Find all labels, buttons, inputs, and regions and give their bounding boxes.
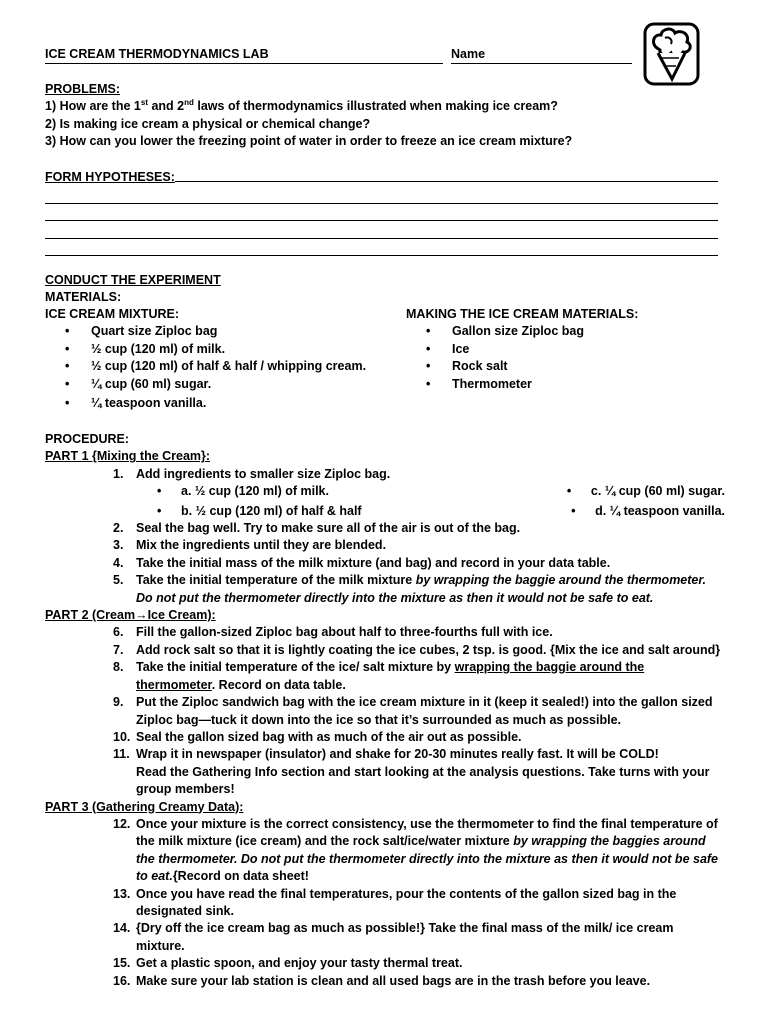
list-item: • ½ cup (120 ml) of half & half / whipping cream. xyxy=(45,358,366,375)
step: 10. Seal the gallon sized bag with as much of the air out as possible. xyxy=(113,729,522,744)
list-item: • Quart size Ziploc bag xyxy=(45,323,366,340)
making-heading: MAKING THE ICE CREAM MATERIALS: xyxy=(406,307,639,321)
hypothesis-line[interactable] xyxy=(45,239,718,256)
mixture-list xyxy=(45,306,366,412)
name-label: Name xyxy=(451,47,486,61)
mixture-heading: ICE CREAM MIXTURE: xyxy=(45,307,180,321)
step: 5. Take the initial temperature of the milk mixture by wrapping the baggie around the thermometer. Do not put the thermometer directly into the mixture as then it would not be safe to eat. xyxy=(113,573,707,605)
problem-3: 3) How can you lower the freezing point of water in order to freeze an ice cream mixture? xyxy=(45,134,573,149)
step: 15. Get a plastic spoon, and enjoy your tasty thermal treat. xyxy=(113,956,463,971)
ice-cream-cone-icon xyxy=(643,22,700,86)
list-item: • Thermometer xyxy=(406,376,638,393)
problems-section xyxy=(45,81,572,151)
step: 1. Add ingredients to smaller size Ziploc bag. xyxy=(113,466,391,481)
experiment-heading: CONDUCT THE EXPERIMENT xyxy=(45,273,221,287)
hypotheses-label: FORM HYPOTHESES: xyxy=(45,170,175,184)
part-3-heading: PART 3 (Gathering Creamy Data): xyxy=(45,799,244,814)
list-item: • Ice xyxy=(406,341,638,358)
step-sub-items: • b. ½ cup (120 ml) of half & half • d. ¼ teaspoon vanilla. xyxy=(45,503,725,520)
list-item: • ½ cup (120 ml) of milk. xyxy=(45,341,366,358)
part-2-heading: PART 2 (Cream→Ice Cream): xyxy=(45,608,216,623)
procedure-section xyxy=(45,431,725,990)
procedure-heading: PROCEDURE: xyxy=(45,432,130,446)
step: 11. Wrap it in newspaper (insulator) and shake for 20-30 minutes really fast. It will be COLD! Read the Gathering Info section and start looking at the analysis questions. Take turns with your group members! xyxy=(113,747,710,797)
step: 2. Seal the bag well. Try to make sure all of the air is out of the bag. xyxy=(113,521,521,536)
hypothesis-line[interactable] xyxy=(45,221,718,238)
step: 12. Once your mixture is the correct consistency, use the thermometer to find the final temperature of the milk mixture (ice cream) and the rock salt/ice/water mixture by wrapping the baggies around the thermometer. Do not put the thermometer directly into the mixture as then it would not be safe to eat.{Record on data sheet! xyxy=(113,816,719,884)
list-item: • Gallon size Ziploc bag xyxy=(406,323,638,340)
step: 3. Mix the ingredients until they are blended. xyxy=(113,538,387,553)
hypothesis-line[interactable] xyxy=(175,169,718,182)
making-list xyxy=(406,306,638,393)
hypothesis-line[interactable] xyxy=(45,204,718,221)
hypotheses-section[interactable] xyxy=(45,169,718,256)
step: 16. Make sure your lab station is clean and all used bags are in the trash before you leave. xyxy=(113,973,651,988)
step: 7. Add rock salt so that it is lightly coating the ice cubes, 2 tsp. is good. {Mix the ice and salt around} xyxy=(113,642,721,657)
materials-heading: MATERIALS: xyxy=(45,290,122,304)
hypothesis-line[interactable] xyxy=(45,186,718,203)
step: 9. Put the Ziploc sandwich bag with the ice cream mixture in it (keep it sealed!) into the gallon sized Ziploc bag—tuck it down into the ice so that it’s surrounded as much as possible. xyxy=(113,695,713,727)
step: 6. Fill the gallon-sized Ziploc bag about half to three-fourths full with ice. xyxy=(113,625,553,640)
step: 4. Take the initial mass of the milk mixture (and bag) and record in your data table. xyxy=(113,555,611,570)
list-item: • ¼ cup (60 ml) sugar. xyxy=(45,376,366,393)
list-item: • ¼ teaspoon vanilla. xyxy=(45,395,366,412)
problems-heading: PROBLEMS: xyxy=(45,82,120,96)
problem-2: 2) Is making ice cream a physical or chemical change? xyxy=(45,116,371,131)
name-field[interactable] xyxy=(451,46,632,64)
step-sub-items: • a. ½ cup (120 ml) of milk. • c. ¼ cup (60 ml) sugar. xyxy=(45,483,725,500)
step: 13. Once you have read the final temperatures, pour the contents of the gallon sized bag in the designated sink. xyxy=(113,886,677,918)
lab-title: ICE CREAM THERMODYNAMICS LAB xyxy=(45,46,443,64)
part-1-heading: PART 1 {Mixing the Cream}: xyxy=(45,449,211,464)
list-item: • Rock salt xyxy=(406,358,638,375)
step: 14. {Dry off the ice cream bag as much as possible!} Take the final mass of the milk/ ice cream mixture. xyxy=(113,921,674,953)
problem-1: 1) How are the 1st and 2nd laws of thermodynamics illustrated when making ice cream? xyxy=(45,98,558,114)
step: 8. Take the initial temperature of the ice/ salt mixture by wrapping the baggie around the thermometer. Record on data table. xyxy=(113,660,645,692)
